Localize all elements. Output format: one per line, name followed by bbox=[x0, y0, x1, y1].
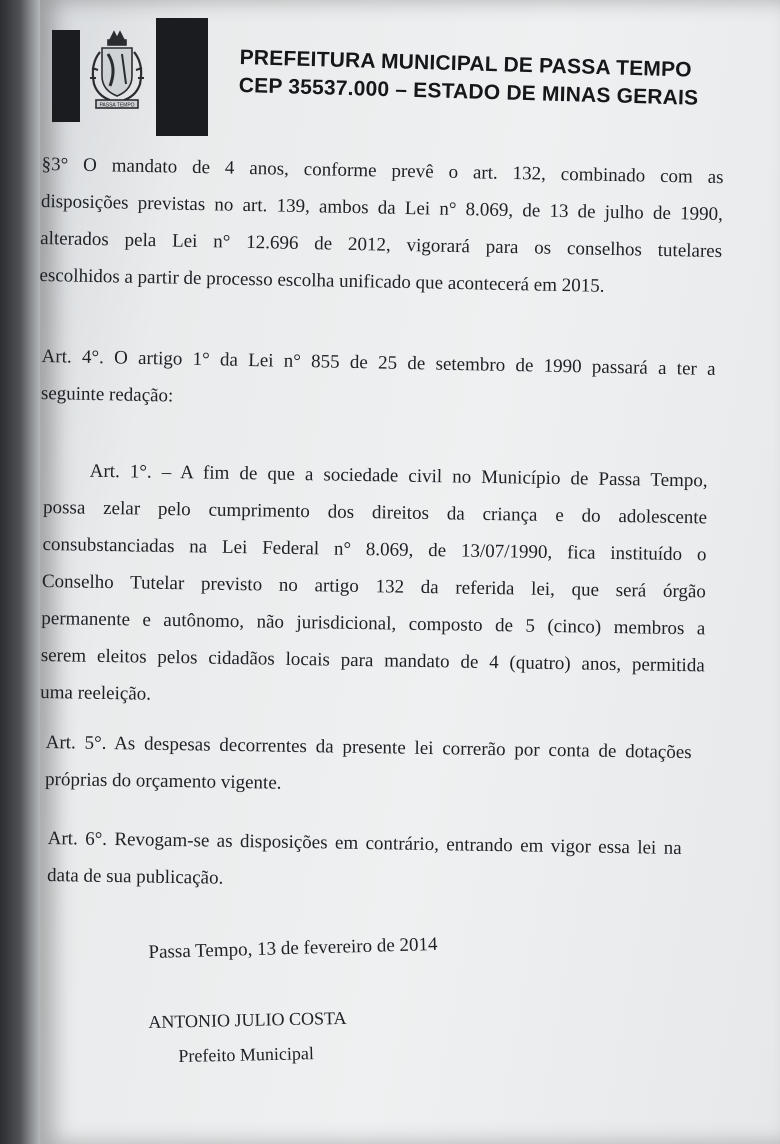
text-line: seguinte redação: bbox=[40, 382, 174, 407]
text-line: uma reeleição. bbox=[40, 681, 152, 705]
text-line: escolhidos a partir de processo escolha unificado que acontecerá em 2015. bbox=[39, 264, 605, 297]
text-line: possa zelar pelo cumprimento dos direitos da criança e do adolescente bbox=[42, 496, 708, 529]
document-page bbox=[40, 0, 780, 1144]
article-6 bbox=[47, 820, 682, 904]
text-line: data de sua publicação. bbox=[46, 864, 224, 889]
text-line: §3° O mandato de 4 anos, conforme prevê o art. 132, combinado com as bbox=[41, 153, 724, 189]
letterhead bbox=[238, 44, 699, 113]
signer-title: Prefeito Municipal bbox=[178, 1043, 315, 1066]
text-line: Conselho Tutelar previsto no artigo 132 da referida lei, que será órgão bbox=[41, 570, 707, 603]
place-and-date: Passa Tempo, 13 de fevereiro de 2014 bbox=[148, 933, 438, 963]
paragraph-3-section bbox=[39, 146, 724, 307]
text-line: Art. 4°. O artigo 1° da Lei n° 855 de 25 de setembro de 1990 passará a ter a bbox=[41, 345, 716, 380]
letterhead-line-2: CEP 35537.000 – ESTADO DE MINAS GERAIS bbox=[238, 73, 699, 110]
book-binding-shadow bbox=[0, 0, 44, 1144]
text-line: disposições previstas no art. 139, ambos da Lei n° 8.069, de 13 de julho de 1990, bbox=[40, 190, 724, 226]
article-1-quoted bbox=[40, 452, 708, 721]
text-line: Art. 1°. – A fim de que a sociedade civil no Município de Passa Tempo, bbox=[89, 460, 708, 492]
letterhead-line-1: PREFEITURA MUNICIPAL DE PASSA TEMPO bbox=[239, 45, 693, 82]
signer-name: ANTONIO JULIO COSTA bbox=[148, 1007, 347, 1032]
crest-banner-text: PASSA TEMPO bbox=[99, 102, 135, 109]
text-line: alterados pela Lei n° 12.696 de 2012, vigorará para os conselhos tutelares bbox=[40, 227, 723, 263]
article-4 bbox=[41, 338, 716, 425]
text-line: Art. 6°. Revogam-se as disposições em contrário, entrando em vigor essa lei na bbox=[47, 827, 682, 859]
text-line: próprias do orçamento vigente. bbox=[44, 768, 282, 794]
header-right-bar bbox=[156, 18, 208, 136]
text-line: Art. 5°. As despesas decorrentes da presente lei correrão por conta de dotações bbox=[45, 731, 692, 764]
article-5 bbox=[45, 724, 692, 808]
header-left-bar bbox=[52, 30, 80, 122]
municipal-crest-icon bbox=[84, 28, 150, 114]
text-line: serem eleitos pelos cidadãos locais para mandato de 4 (quatro) anos, permitida bbox=[40, 644, 705, 677]
text-line: permanente e autônomo, não jurisdicional, composto de 5 (cinco) membros a bbox=[41, 607, 706, 640]
text-line: consubstanciadas na Lei Federal n° 8.069, de 13/07/1990, fica instituído o bbox=[42, 533, 707, 566]
